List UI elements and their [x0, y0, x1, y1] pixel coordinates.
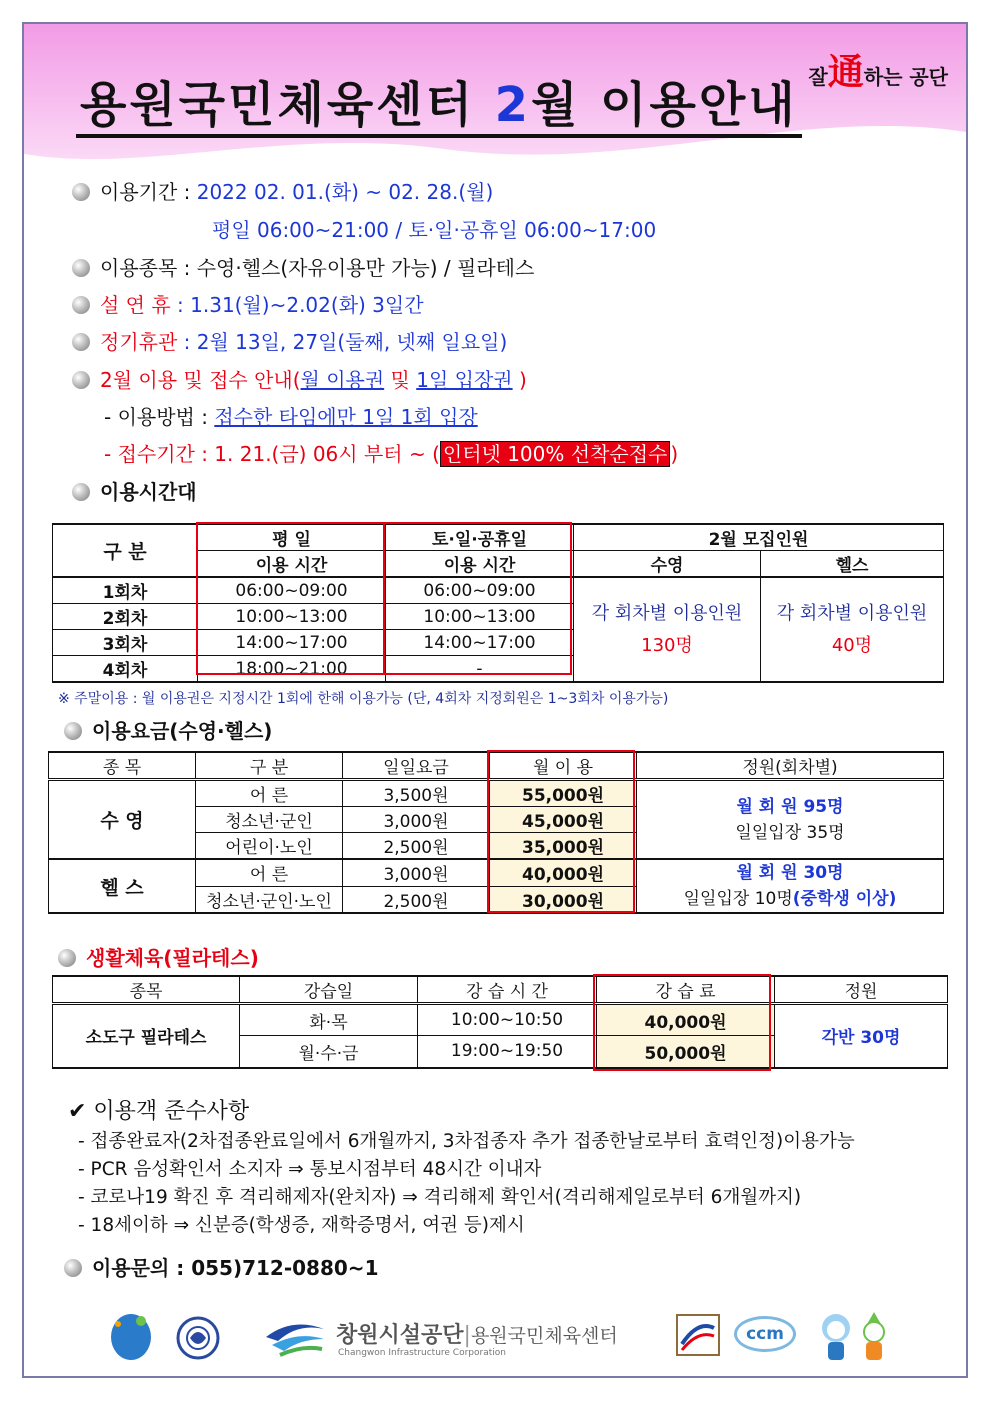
monthly-fee-highlight: [487, 750, 635, 913]
period-line: 이용기간 : 2022 02. 01.(화) ~ 02. 28.(월): [72, 176, 493, 205]
table-row: 청소년·군인 3,000원 45,000원: [49, 807, 944, 833]
table-row: 헬 스 어 른 3,000원 40,000원 월 회 원 30명 일일입장 10명(중학생 이상): [49, 859, 944, 886]
bullet-icon: [58, 949, 76, 967]
rule-item: - 코로나19 확진 후 격리해제자(완치자) ⇒ 격리해제 확인서(격리해제일로부터 6개월까지): [78, 1187, 802, 1208]
health-capacity: 각 회차별 이용인원 40명: [761, 577, 944, 682]
bullet-icon: [72, 183, 90, 201]
health-fee-capacity: 월 회 원 30명 일일입장 10명(중학생 이상): [637, 859, 944, 913]
table-row: 1회차 06:00~09:00 06:00~09:00 각 회차별 이용인원 130명 각 회차별 이용인원 40명: [53, 577, 944, 604]
events-line: 이용종목 : 수영·헬스(자유이용만 가능) / 필라테스: [72, 252, 534, 281]
table-row: 월·수·금 19:00~19:50 50,000원: [53, 1036, 948, 1068]
bullet-icon: [72, 483, 90, 501]
col-recruit: 2월 모집인원: [574, 524, 944, 551]
city-slogan-logo: [108, 1312, 154, 1362]
pilates-table: 종목 강습일 강 습 시 간 강 습 료 정원 소도구 필라테스 화·목 10:00~10:50 40,000원 각반 30명 월·수·금 19:00~19:50 50,000원: [52, 975, 948, 1069]
table-row: 수 영 어 른 3,500원 55,000원 월 회 원 95명 일일입장 35명: [49, 780, 944, 807]
rules-heading: ✔ 이용객 준수사항: [68, 1099, 250, 1124]
rule-item: - 18세이하 ⇒ 신분증(학생증, 재학증명서, 여권 등)제시: [78, 1215, 525, 1236]
swim-fee-capacity: 월 회 원 95명 일일입장 35명: [637, 780, 944, 860]
bullet-icon: [72, 333, 90, 351]
bullet-icon: [64, 722, 82, 740]
pilates-heading: 생활체육(필라테스): [58, 942, 259, 971]
contact-line: 이용문의 : 055)712-0880~1: [64, 1252, 378, 1281]
table-row: 소도구 필라테스 화·목 10:00~10:50 40,000원 각반 30명: [53, 1004, 948, 1036]
table-row: 청소년·군인·노인 2,500원 30,000원: [49, 886, 944, 913]
registration-line: - 접수기간 : 1. 21.(금) 06시 부터 ~ ( 인터넷 100% 선착순접수 ): [104, 442, 679, 466]
swim-capacity: 각 회차별 이용인원 130명: [574, 577, 761, 682]
closed-line: 정기휴관 : 2월 13일, 27일(둘째, 넷째 일요일): [72, 326, 507, 355]
sub-swim: 수영: [574, 551, 761, 578]
bullet-icon: [72, 259, 90, 277]
col-category: 구 분: [53, 524, 198, 577]
holiday-line: 설 연 휴 : 1.31(월)~2.02(화) 3일간: [72, 289, 424, 318]
table-row: 4회차 18:00~21:00 -: [53, 656, 944, 683]
fees-heading: 이용요금(수영·헬스): [64, 715, 272, 744]
quality-mark-logo: [676, 1314, 720, 1356]
timeslot-heading: 이용시간대: [72, 476, 197, 505]
mascot-characters: [816, 1306, 898, 1366]
col-weekend: 토·일·공휴일: [386, 524, 574, 551]
pilates-fee-highlight: [593, 974, 771, 1071]
bullet-icon: [72, 296, 90, 314]
sub-health: 헬스: [761, 551, 944, 578]
bullet-icon: [72, 371, 90, 389]
page-title: 용원국민체육센터 2월 이용안내: [76, 76, 802, 138]
sub-time-weekend: 이용 시간: [386, 551, 574, 578]
weekend-note: ※ 주말이용 : 월 이용권은 지정시간 1회에 한해 이용가능 (단, 4회차 지정회원은 1~3회차 이용가능): [58, 691, 669, 707]
sub-time-weekday: 이용 시간: [198, 551, 386, 578]
hours-line: 평일 06:00~21:00 / 토·일·공휴일 06:00~17:00: [212, 218, 657, 242]
weekend-highlight: [383, 522, 572, 675]
table-row: 3회차 14:00~17:00 14:00~17:00: [53, 630, 944, 656]
org-name-wordmark: 창원시설공단|용원국민체육센터: [336, 1323, 618, 1348]
rule-item: - 접종완료자(2차접종완료일에서 6개월까지, 3차접종자 추가 접종한날로부터 효력인정)이용가능: [78, 1131, 855, 1152]
method-line: - 이용방법 : 접수한 타임에만 1일 1회 입장: [104, 405, 478, 429]
fees-table: 종 목 구 분 일일요금 월 이 용 정원(회차별) 수 영 어 른 3,500원 55,000원 월 회 원 95명 일일입장 35명 청소년·군인 3,000원 45,000원 어린이·노인 2,500원 35,000원 헬 스 어 른 3,000원 40,000원 월 회 원 30명 일일입장 10명(중학생 이상) 청소년·군인·노인 2,500원 30,000원: [48, 751, 944, 914]
bullet-icon: [64, 1259, 82, 1277]
emblem-logo: [176, 1316, 220, 1360]
slogan: 잘通하는 공단: [808, 52, 948, 93]
corporation-symbol-logo: [262, 1315, 328, 1363]
rule-item: - PCR 음성확인서 소지자 ⇒ 통보시점부터 48시간 이내자: [78, 1159, 542, 1180]
ccm-logo: ccm: [734, 1316, 796, 1352]
table-row: 2회차 10:00~13:00 10:00~13:00: [53, 604, 944, 630]
col-weekday: 평 일: [198, 524, 386, 551]
feb-notice-line: 2월 이용 및 접수 안내(월 이용권 및 1일 입장권 ): [72, 364, 527, 393]
weekday-highlight: [196, 522, 385, 675]
table-row: 어린이·노인 2,500원 35,000원: [49, 833, 944, 860]
org-english-name: Changwon Infrastructure Corporation: [338, 1348, 506, 1358]
